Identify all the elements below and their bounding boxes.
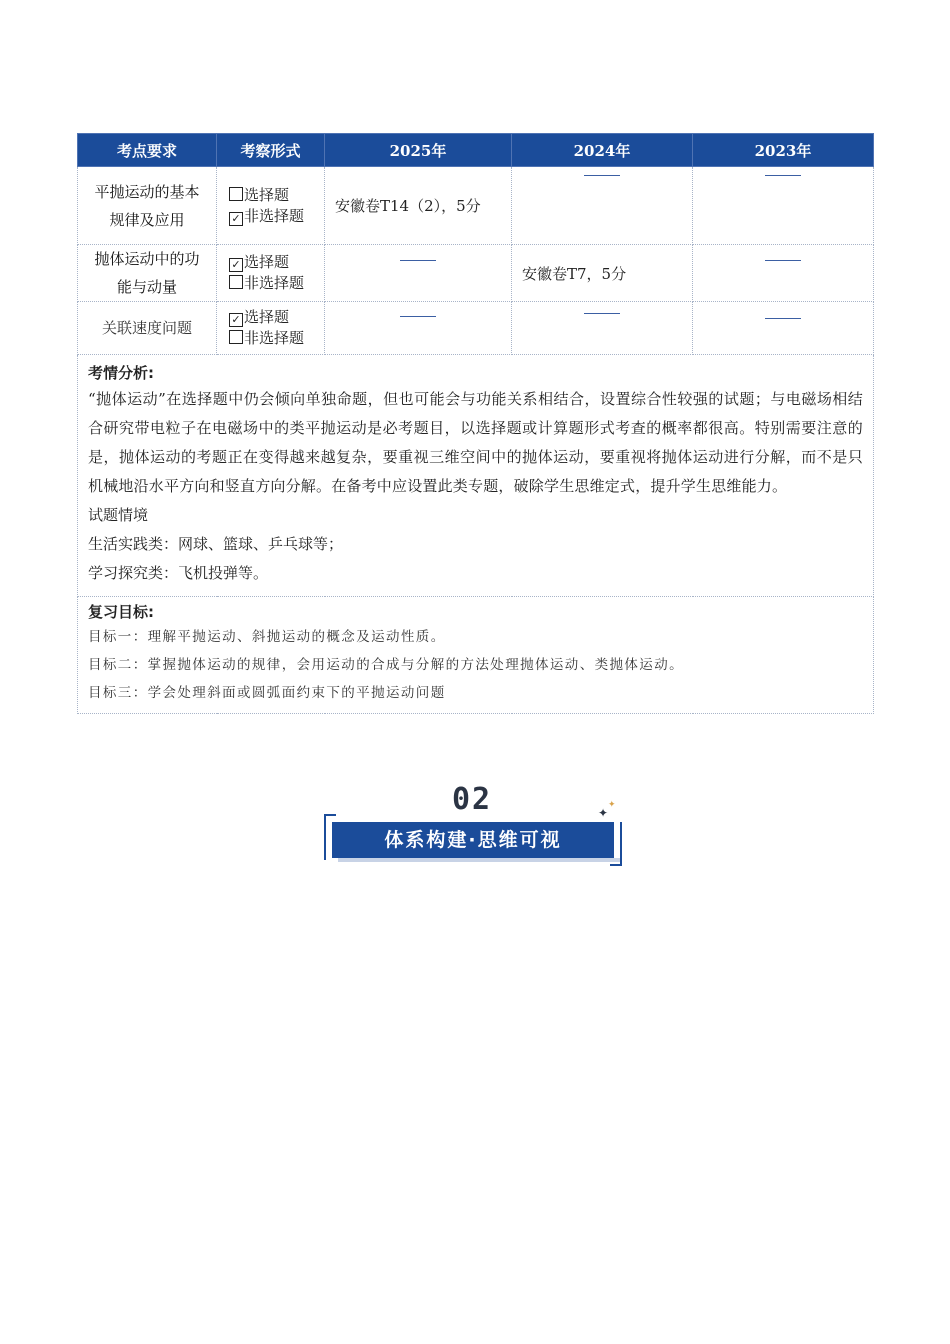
banner-shadow [338, 858, 620, 862]
cell-2024: 安徽卷T7，5分 [512, 245, 693, 302]
header-2025: 2025年 [325, 134, 512, 167]
option-choice: 选择题 [229, 185, 324, 206]
topic-text: 规律及应用 [109, 210, 185, 229]
banner-corner-right [610, 822, 622, 866]
section-title: 体系构建·思维可视 [332, 822, 614, 858]
option-choice: ✓ 选择题 [229, 252, 324, 273]
review-goal: 目标一：理解平抛运动、斜抛运动的概念及运动性质。 [88, 629, 446, 645]
empty-dash [765, 175, 801, 176]
section-number: 02 [451, 782, 493, 817]
review-cell [78, 597, 874, 714]
table-row [78, 167, 874, 245]
option-nonchoice: 非选择题 [229, 273, 324, 294]
sparkle-icon: ✦ [598, 806, 609, 820]
sparkle-small-icon: ✦ [608, 800, 616, 810]
checkbox-checked-icon: ✓ [229, 313, 243, 327]
checkbox-checked-icon: ✓ [229, 212, 243, 226]
checkbox-checked-icon: ✓ [229, 258, 243, 272]
topic-text: 能与动量 [116, 278, 177, 296]
topic-cell [78, 302, 217, 355]
empty-dash [400, 316, 436, 317]
analysis-cell [78, 355, 874, 597]
review-goal: 目标三：学会处理斜面或圆弧面约束下的平抛运动问题 [88, 685, 446, 701]
analysis-row [78, 355, 874, 597]
topic-cell [78, 245, 217, 302]
cell-2025: 安徽卷T14（2），5分 [325, 167, 512, 245]
exam-table [77, 133, 874, 714]
table-header-row [78, 134, 874, 167]
situations-label: 试题情境 [88, 506, 149, 524]
section-banner [322, 782, 622, 868]
table-row [78, 245, 874, 302]
topic-text: 关联速度问题 [101, 319, 192, 337]
checkbox-unchecked-icon [229, 275, 243, 289]
topic-text: 平抛运动的基本 [94, 182, 200, 201]
form-cell [217, 167, 325, 245]
review-row [78, 597, 874, 714]
cell-2023 [693, 302, 874, 355]
empty-dash [765, 260, 801, 261]
header-2023: 2023年 [693, 134, 874, 167]
header-form: 考察形式 [217, 134, 325, 167]
option-choice: ✓ 选择题 [229, 307, 324, 328]
cell-2025 [325, 302, 512, 355]
cell-2023 [693, 167, 874, 245]
empty-dash [765, 318, 801, 319]
option-nonchoice: ✓ 非选择题 [229, 206, 324, 227]
option-nonchoice: 非选择题 [229, 328, 324, 349]
analysis-paragraph: “抛体运动”在选择题中仍会倾向单独命题，但也可能会与功能关系相结合，设置综合性较强的试题；与电磁场相结合研究带电粒子在电磁场中的类平抛运动是必考题目，以选择题或计算题形式考查的概率都很高。特别需要注意的是，抛体运动的考题正在变得越来越复杂，要重视三维空间中的抛体运动，要重视将抛体运动进行分解，而不是只机械地沿水平方向和竖直方向分解。在备考中应设置此类专题，破除学生思维定式，提升学生思维能力。 [88, 390, 863, 495]
checkbox-unchecked-icon [229, 330, 243, 344]
review-heading: 复习目标: [88, 603, 154, 621]
header-topic: 考点要求 [78, 134, 217, 167]
analysis-heading: 考情分析: [88, 364, 154, 382]
topic-text: 抛体运动中的功 [94, 250, 200, 268]
table-row [78, 302, 874, 355]
situation-life: 生活实践类：网球、篮球、乒乓球等； [88, 535, 344, 553]
cell-2024 [512, 302, 693, 355]
situation-study: 学习探究类：飞机投弹等。 [88, 564, 269, 582]
empty-dash [400, 260, 436, 261]
empty-dash [584, 313, 620, 314]
topic-cell [78, 167, 217, 245]
review-goal: 目标二：掌握抛体运动的规律，会用运动的合成与分解的方法处理抛体运动、类抛体运动。 [88, 657, 684, 673]
header-2024: 2024年 [512, 134, 693, 167]
cell-2025 [325, 245, 512, 302]
form-cell [217, 302, 325, 355]
cell-2024 [512, 167, 693, 245]
checkbox-unchecked-icon [229, 187, 243, 201]
cell-2023 [693, 245, 874, 302]
empty-dash [584, 175, 620, 176]
form-cell [217, 245, 325, 302]
